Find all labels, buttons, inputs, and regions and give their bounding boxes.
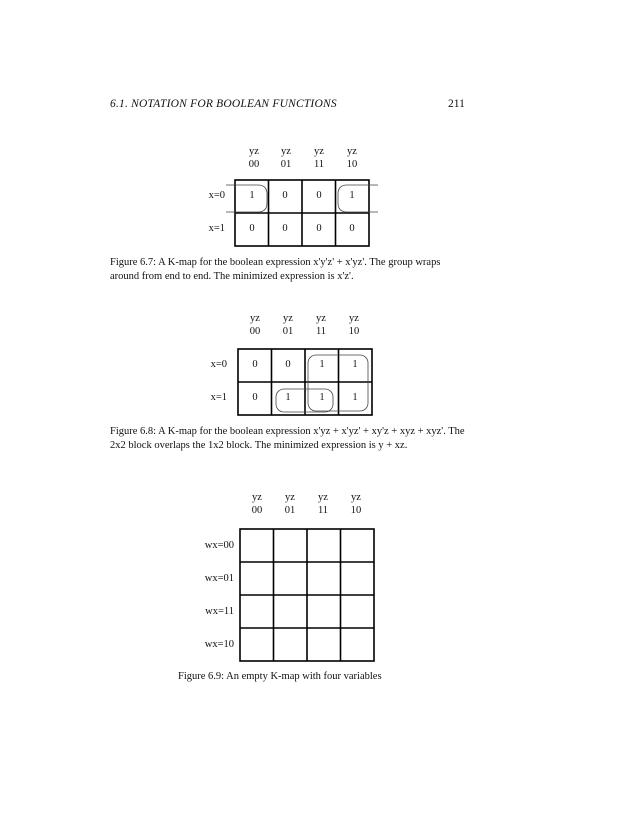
kmap-cell: 0 xyxy=(252,359,258,370)
column-header: yz 00 xyxy=(248,146,260,170)
row-label: wx=10 xyxy=(204,639,234,650)
kmap-cell: 1 xyxy=(319,392,325,403)
figure-caption: Figure 6.8: A K-map for the boolean expression x'yz + x'yz' + xy'z + xyz + xyz'. The 2x2 block overlaps the 1x2 block. The minimized expression is y + xz. xyxy=(110,426,465,451)
column-header: yz 10 xyxy=(348,313,360,337)
kmap-cell: 0 xyxy=(285,359,291,370)
column-header: yz 00 xyxy=(249,313,261,337)
kmap-cell: 0 xyxy=(316,223,322,234)
row-label: wx=11 xyxy=(205,606,234,617)
kmap-cell: 1 xyxy=(349,190,355,201)
kmap-cell: 0 xyxy=(316,190,322,201)
column-header: yz 10 xyxy=(346,146,358,170)
figure-caption: Figure 6.7: A K-map for the boolean expression x'y'z' + x'yz'. The group wraps around from end to end. The minimized expression is x'z'. xyxy=(110,257,441,282)
row-label: x=1 xyxy=(208,223,225,234)
running-header-title: 6.1. NOTATION FOR BOOLEAN FUNCTIONS xyxy=(110,98,337,110)
row-label: x=1 xyxy=(210,392,227,403)
column-header: yz 10 xyxy=(350,492,362,516)
kmap-cell: 0 xyxy=(349,223,355,234)
column-header: yz 01 xyxy=(284,492,296,516)
column-header: yz 01 xyxy=(282,313,294,337)
kmap-cell: 1 xyxy=(249,190,255,201)
page-number: 211 xyxy=(448,98,465,110)
column-header: yz 01 xyxy=(280,146,292,170)
row-label: x=0 xyxy=(208,190,225,201)
kmap-cell: 1 xyxy=(319,359,325,370)
kmap-cell: 0 xyxy=(282,190,288,201)
kmap-6-9-grid xyxy=(240,529,374,661)
row-label: wx=00 xyxy=(204,540,234,551)
kmap-cell: 1 xyxy=(352,359,358,370)
row-label: wx=01 xyxy=(204,573,234,584)
kmap-cell: 0 xyxy=(252,392,258,403)
column-header: yz 11 xyxy=(315,313,327,337)
kmap-cell: 1 xyxy=(352,392,358,403)
row-label: x=0 xyxy=(210,359,227,370)
column-header: yz 11 xyxy=(313,146,325,170)
figure-caption: Figure 6.9: An empty K-map with four variables xyxy=(178,671,382,682)
kmap-cell: 1 xyxy=(285,392,291,403)
kmap-cell: 0 xyxy=(249,223,255,234)
column-header: yz 00 xyxy=(251,492,263,516)
column-header: yz 11 xyxy=(317,492,329,516)
kmap-cell: 0 xyxy=(282,223,288,234)
